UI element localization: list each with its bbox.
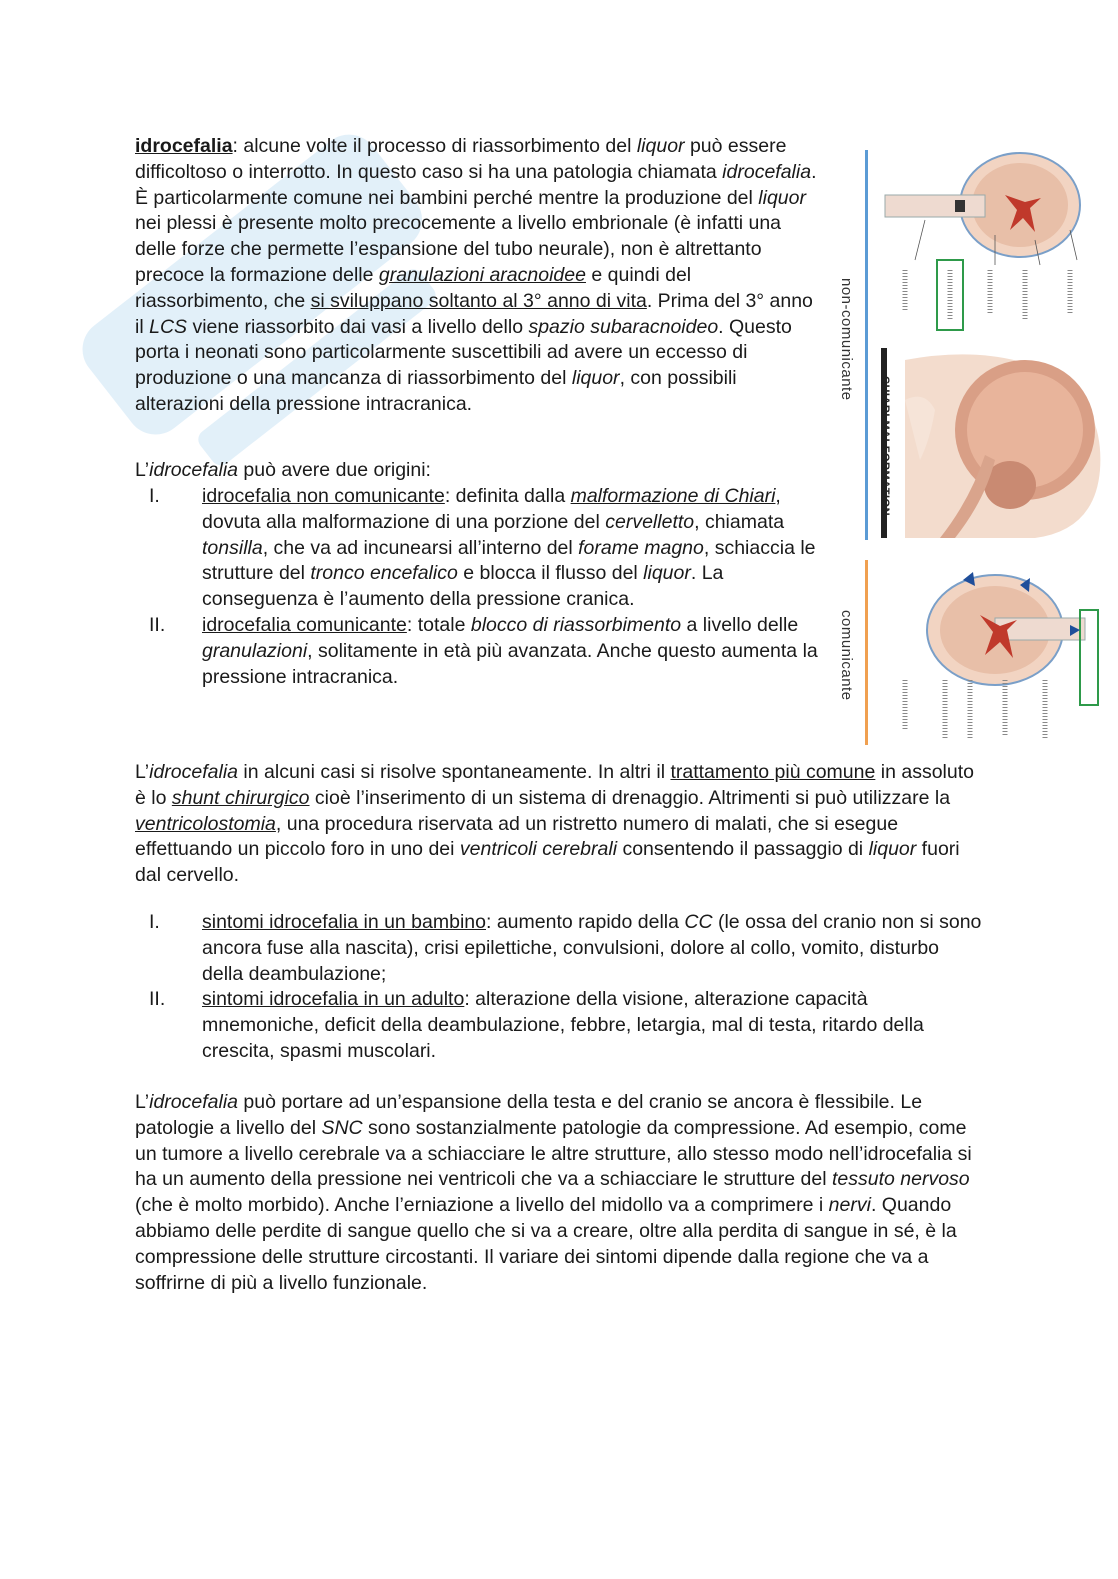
symptoms-list (135, 910, 985, 1065)
treatment-paragraph: L’idrocefalia in alcuni casi si risolve spontaneamente. In altri il trattamento più comune in assoluto è lo shunt chirurgico cioè l’inserimento di un sistema di drenaggio. Altrimenti si può utilizzare la ventricolostomia, una procedura riservata ad un ristretto numero di malati, che si esegue effettuando un piccolo foro in uno dei ventricoli cerebrali consentendo il passaggio di liquor fuori dal cervello. (135, 761, 974, 887)
communicating-bar (865, 560, 868, 745)
list-item: II. sintomi idrocefalia in un adulto: alterazione della visione, alterazione capacità mnemoniche, deficit della deambulazione, febbre, letargia, mal di testa, ritardo della crescita, spasmi muscolari. (149, 988, 924, 1062)
origins-list (135, 484, 835, 690)
chiari-malformation-diagram (880, 348, 1112, 538)
communicating-brain-diagram (905, 572, 1098, 738)
chiari-label: CHIARI MALFORMATION (879, 376, 891, 517)
term-idrocefalia: idrocefalia (135, 135, 233, 157)
compression-paragraph: L’idrocefalia può portare ad un’espansione della testa e del cranio se ancora è flessibile. Le patologie a livello del SNC sono sostanzialmente patologie da compressione. Ad esempio, come un tumore a livello cerebrale va a schiacciare le altre strutture, allo stesso modo nell’idrocefalia si ha un aumento della pressione nei ventricoli che va a schiacciare le strutture del tessuto nervoso (che è molto morbido). Anche l’erniazione a livello del midollo va a comprimere i nervi. Quando abbiamo delle perdite di sangue quello che si va a creare, oltre alla perdita di sangue in sé, è la compressione delle strutture circostanti. Il variare dei sintomi dipende dalla regione che va a soffrirne di più a livello funzionale. (135, 1091, 972, 1294)
intro-paragraph: idrocefalia: alcune volte il processo di riassorbimento del liquor può essere difficoltoso o interrotto. In questo caso si ha una patologia chiamata idrocefalia. È particolarmente comune nei bambini perché mentre la produzione del liquor nei plessi è presente molto precocemente a livello embrionale (è infatti una delle forze che permette l’espansione del tubo neurale), non è altrettanto precoce la formazione delle granulazioni aracnoidee e quindi del riassorbimento, che si sviluppano soltanto al 3° anno di vita. Prima del 3° anno il LCS viene riassorbito dai vasi a livello dello spazio subaracnoideo. Questo porta i neonati sono particolarmente suscettibili ad avere un eccesso di produzione o una mancanza di riassorbimento del liquor, con possibili alterazioni della pressione intracranica. (135, 135, 817, 415)
non-communicating-label: non-comunicante (838, 278, 855, 401)
list-item: I. sintomi idrocefalia in un bambino: aumento rapido della CC (le ossa del cranio non si sono ancora fuse alla nascita), crisi epilettiche, convulsioni, dolore al collo, vomito, disturbo della deambulazione; (149, 911, 982, 985)
list-item: II. idrocefalia comunicante: totale blocco di riassorbimento a livello delle granulazioni, solitamente in età più avanzata. Anche questo aumenta la pressione intracranica. (149, 613, 818, 688)
communicating-label: comunicante (838, 610, 855, 701)
non-communicating-brain-diagram (885, 153, 1080, 330)
non-communicating-bar (865, 150, 868, 540)
origins-paragraph: L’idrocefalia può avere due origini: (135, 459, 431, 481)
hydrocephalus-figure (838, 140, 1113, 750)
list-item: I. idrocefalia non comunicante: definita dalla malformazione di Chiari, dovuta alla malformazione di una porzione del cervelletto, chiamata tonsilla, che va ad incunearsi all’interno del forame magno, schiaccia le strutture del tronco encefalico e blocca il flusso del liquor. La conseguenza è l’aumento della pressione cranica. (149, 485, 816, 611)
